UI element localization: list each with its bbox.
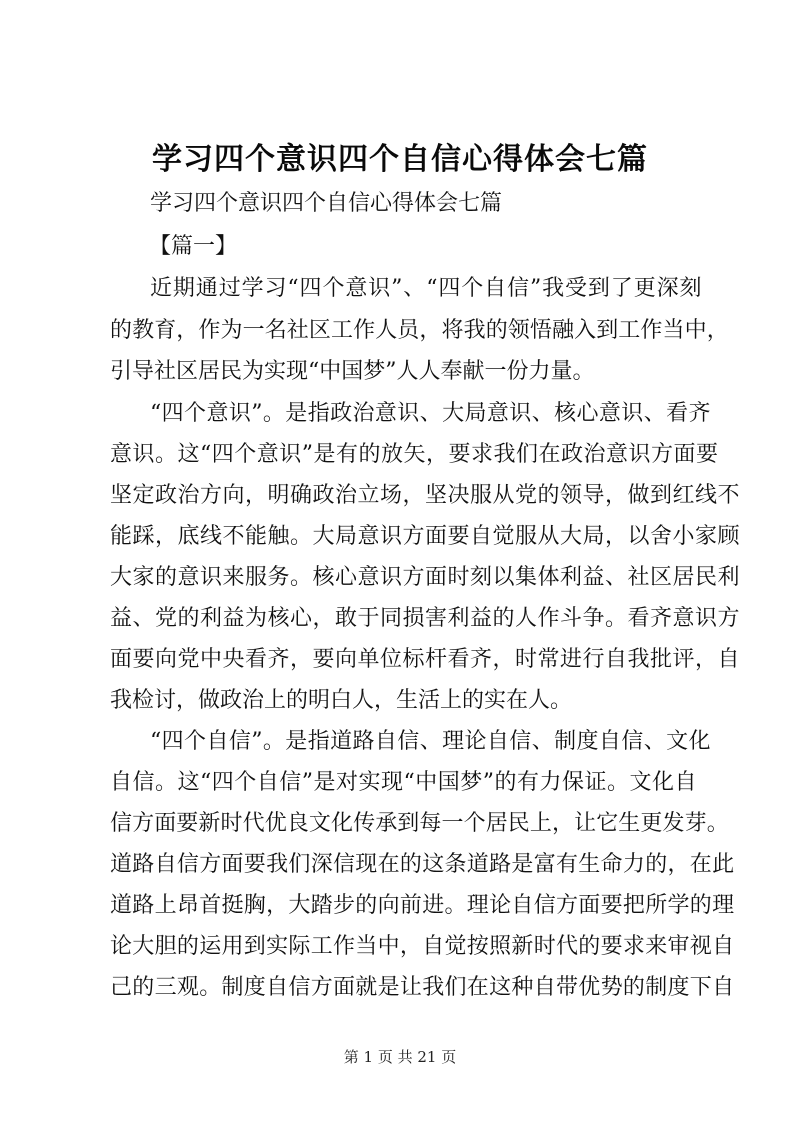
paragraph-line: “四个自信”。是指道路自信、理论自信、制度自信、文化	[150, 729, 711, 754]
paragraph-line: 信方面要新时代优良文化传承到每一个居民上，让它生更发芽。	[110, 811, 729, 836]
paragraph-line: 意识。这“四个意识”是有的放矢，要求我们在政治意识方面要	[110, 442, 719, 467]
paragraph-line: 道路自信方面要我们深信现在的这条道路是富有生命力的，在此	[110, 852, 735, 877]
paragraph-line: 论大胆的运用到实际工作当中，自觉按照新时代的要求来审视自	[110, 934, 735, 959]
paragraph-line: 引导社区居民为实现“中国梦”人人奉献一份力量。	[110, 359, 595, 384]
paragraph-line: 的教育，作为一名社区工作人员，将我的领悟融入到工作当中，	[110, 318, 729, 343]
paragraph-line: 我检讨，做政治上的明白人，生活上的实在人。	[110, 688, 573, 713]
paragraph-line: 能踩，底线不能触。大局意识方面要自觉服从大局，以舍小家顾	[110, 524, 741, 549]
paragraph-line: 益、党的利益为核心，敢于同损害利益的人作斗争。看齐意识方	[110, 606, 741, 631]
page-number-footer: 第 1 页 共 21 页	[343, 1048, 457, 1066]
document-title: 学习四个意识四个自信心得体会七篇	[152, 142, 648, 177]
paragraph-line: 己的三观。制度自信方面就是让我们在这种自带优势的制度下自	[110, 975, 735, 1000]
paragraph-line: “四个意识”。是指政治意识、大局意识、核心意识、看齐	[150, 401, 711, 426]
section-heading: 【篇一】	[149, 234, 238, 259]
paragraph-line: 近期通过学习“四个意识”、“四个自信”我受到了更深刻	[150, 276, 703, 301]
subtitle-line: 学习四个意识四个自信心得体会七篇	[150, 191, 503, 216]
paragraph-line: 坚定政治方向，明确政治立场，坚决服从党的领导，做到红线不	[110, 483, 741, 508]
paragraph-line: 自信。这“四个自信”是对实现“中国梦”的有力保证。文化自	[110, 770, 697, 795]
paragraph-line: 道路上昂首挺胸，大踏步的向前进。理论自信方面要把所学的理	[110, 893, 735, 918]
paragraph-line: 大家的意识来服务。核心意识方面时刻以集体利益、社区居民利	[110, 565, 741, 590]
paragraph-line: 面要向党中央看齐，要向单位标杆看齐，时常进行自我批评，自	[110, 647, 741, 672]
